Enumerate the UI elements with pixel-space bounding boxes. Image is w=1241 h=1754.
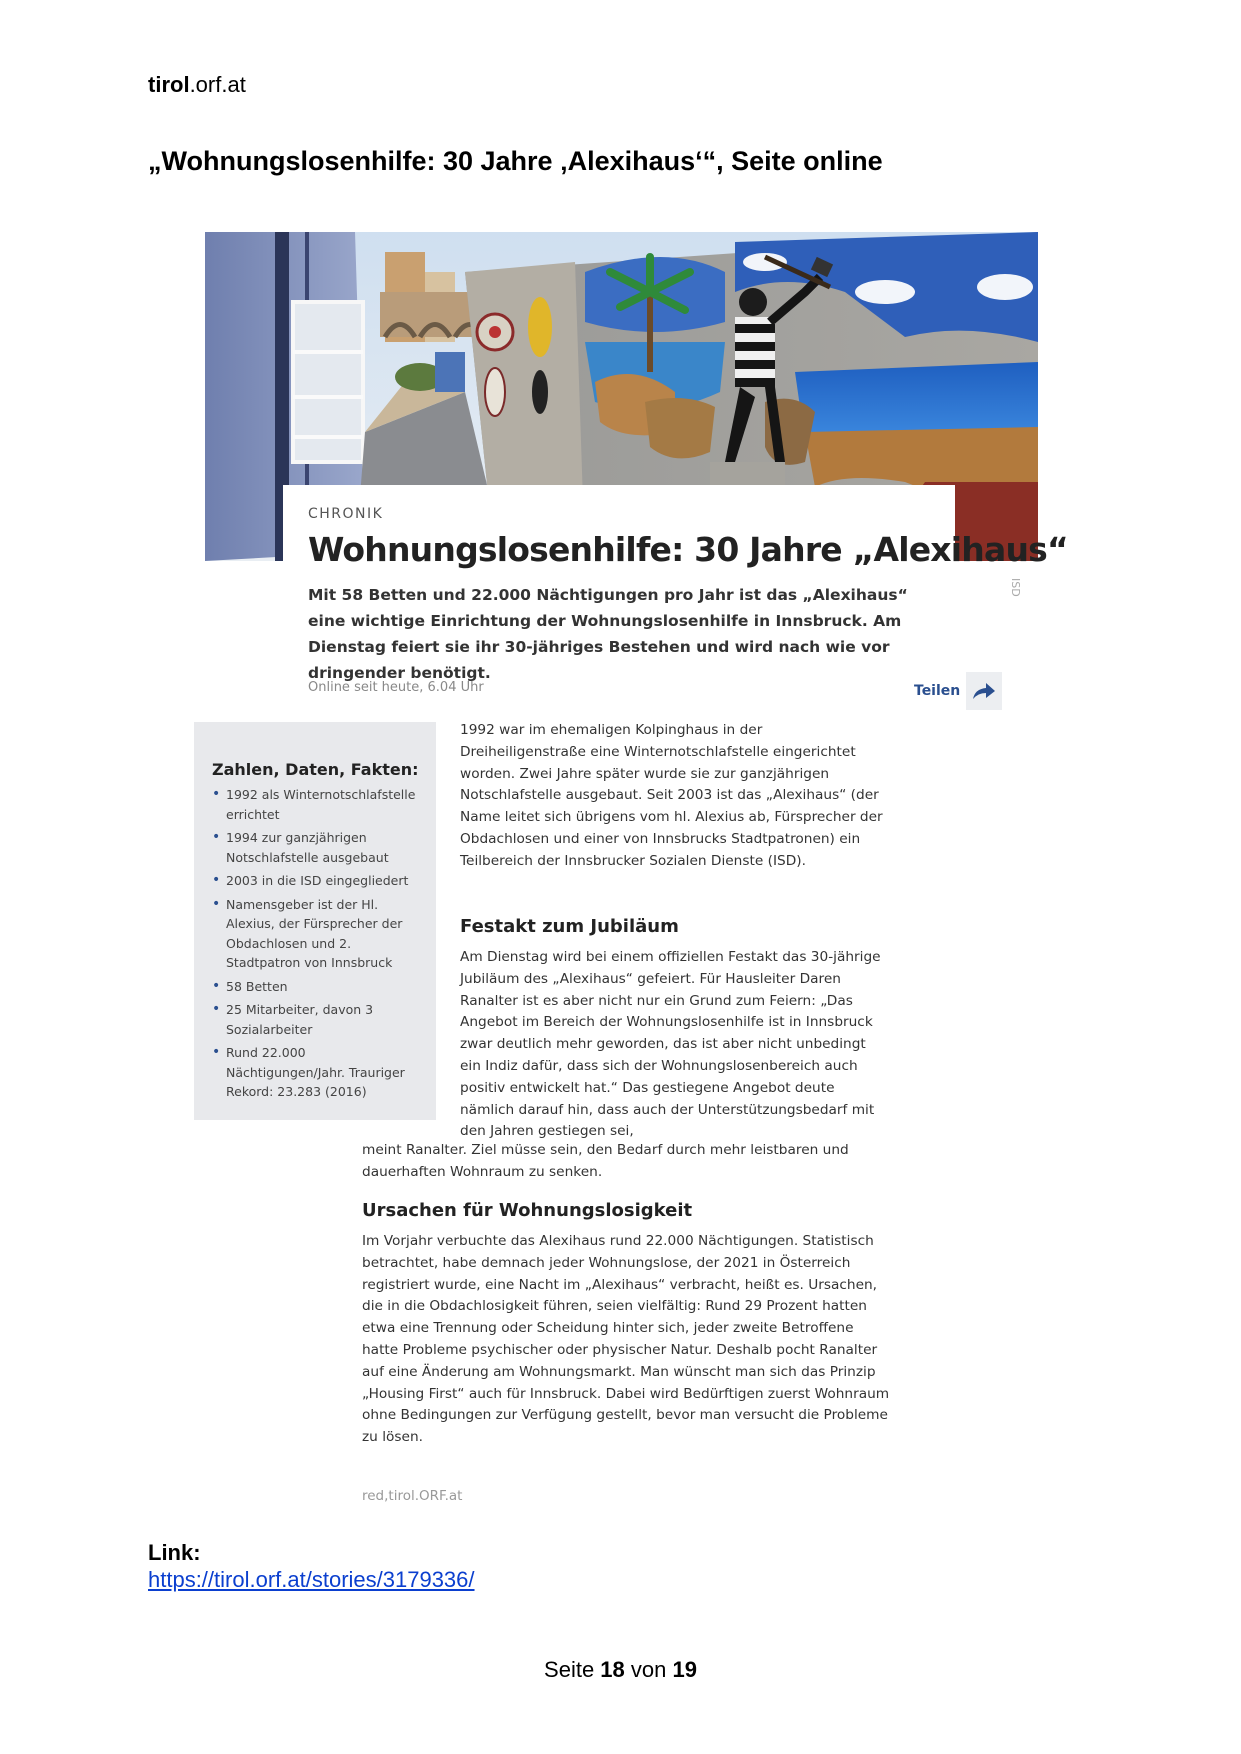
site-name-bold: tirol bbox=[148, 72, 190, 97]
page-total: 19 bbox=[672, 1657, 697, 1682]
image-credit: ISD bbox=[1009, 578, 1022, 597]
page-number bbox=[0, 1657, 1241, 1683]
article-source: red,tirol.ORF.at bbox=[362, 1488, 463, 1504]
facts-item: • Rund 22.000 Nächtigungen/Jahr. Trauriger Rekord: 23.283 (2016) bbox=[212, 1043, 420, 1102]
facts-list bbox=[212, 785, 420, 1102]
facts-box bbox=[194, 722, 436, 1120]
facts-item: • Namensgeber ist der Hl. Alexius, der Fürsprecher der Obdachlosen und 2. Stadtpatron von Innsbruck bbox=[212, 895, 420, 973]
article-rubric[interactable]: CHRONIK bbox=[308, 506, 384, 522]
site-name-rest: .orf.at bbox=[189, 72, 246, 97]
section-heading: Festakt zum Jubiläum bbox=[460, 916, 679, 937]
page-current: 18 bbox=[600, 1657, 625, 1682]
facts-item: • 58 Betten bbox=[212, 977, 420, 997]
facts-item: • 1994 zur ganzjährigen Notschlafstelle ausgebaut bbox=[212, 828, 420, 867]
link-label: Link: bbox=[148, 1540, 201, 1565]
facts-item: • 2003 in die ISD eingegliedert bbox=[212, 871, 420, 891]
article-paragraph: Am Dienstag wird bei einem offiziellen Festakt das 30-jährige Jubiläum des „Alexihaus“ gefeiert. Für Hausleiter Daren Ranalter ist es aber nicht nur ein Grund zum Feiern: „Das Angebot im Bereich der Wohnungslosenhilfe ist in Innsbruck zwar deutlich mehr geworden, das ist aber nicht unbedingt ein Indiz dafür, dass sich der Wohnungslosenbereich auch positiv entwickelt hat.“ Das gestiegene Angebot deute nämlich darauf hin, dass auch der Unterstützungsbedarf mit den Jahren gestiegen sei, bbox=[460, 949, 881, 1140]
share-arrow-icon bbox=[966, 672, 1002, 710]
page-prefix: Seite bbox=[544, 1657, 601, 1682]
document-title: „Wohnungslosenhilfe: 30 Jahre ‚Alexihaus‘“, Seite online bbox=[148, 146, 883, 176]
article-paragraph: Im Vorjahr verbuchte das Alexihaus rund 22.000 Nächtigungen. Statistisch betrachtet, habe demnach jeder Wohnungslose, der 2021 in Österreich registriert wurde, eine Nacht im „Alexihaus“ verbracht, heißt es. Ursachen, die in die Obdachlosigkeit führen, seien vielfältig: Rund 29 Prozent hatten etwa eine Trennung oder Scheidung hinter sich, jeder zweite Betroffene hatte Probleme psychischer oder physischer Natur. Deshalb pocht Ranalter auf eine Änderung am Wohnungsmarkt. Man wünscht man sich das Prinzip „Housing First“ auch für Innsbruck. Dabei wird Bedürftigen zuerst Wohnraum ohne Bedingungen zur Verfügung gestellt, bevor man versucht die Probleme zu lösen. bbox=[362, 1233, 890, 1446]
facts-item: • 1992 als Winternotschlafstelle errichtet bbox=[212, 785, 420, 824]
section-heading: Ursachen für Wohnungslosigkeit bbox=[362, 1200, 693, 1221]
facts-title: Zahlen, Daten, Fakten: bbox=[212, 760, 419, 779]
article-paragraph: meint Ranalter. Ziel müsse sein, den Bedarf durch mehr leistbaren und dauerhaften Wohnraum zu senken. bbox=[362, 1142, 849, 1180]
share-label: Teilen bbox=[914, 683, 961, 699]
article-paragraph: 1992 war im ehemaligen Kolpinghaus in der Dreiheiligenstraße eine Winternotschlafstelle eingerichtet worden. Zwei Jahre später wurde sie zur ganzjährigen Notschlafstelle ausgebaut. Seit 2003 ist das „Alexihaus“ (der Name leitet sich übrigens vom hl. Alexius ab, Fürsprecher der Obdachlosen und einer von Innsbrucks Stadtpatronen) ein Teilbereich der Innsbrucker Sozialen Dienste (ISD). bbox=[460, 722, 883, 869]
site-name bbox=[148, 72, 246, 98]
facts-item: • 25 Mitarbeiter, davon 3 Sozialarbeiter bbox=[212, 1000, 420, 1039]
article-headline: Wohnungslosenhilfe: 30 Jahre „Alexihaus“ bbox=[308, 530, 1068, 569]
page-mid: von bbox=[624, 1657, 673, 1682]
share-button[interactable] bbox=[914, 672, 1002, 710]
article-lead: Mit 58 Betten und 22.000 Nächtigungen pro Jahr ist das „Alexihaus“ eine wichtige Einrichtung der Wohnungslosenhilfe in Innsbruck. Am Dienstag feiert sie ihr 30-jähriges Bestehen und wird nach wie vor dringender benötigt. bbox=[308, 586, 908, 682]
story-link[interactable]: https://tirol.orf.at/stories/3179336/ bbox=[148, 1567, 475, 1592]
online-timestamp: Online seit heute, 6.04 Uhr bbox=[308, 680, 484, 695]
